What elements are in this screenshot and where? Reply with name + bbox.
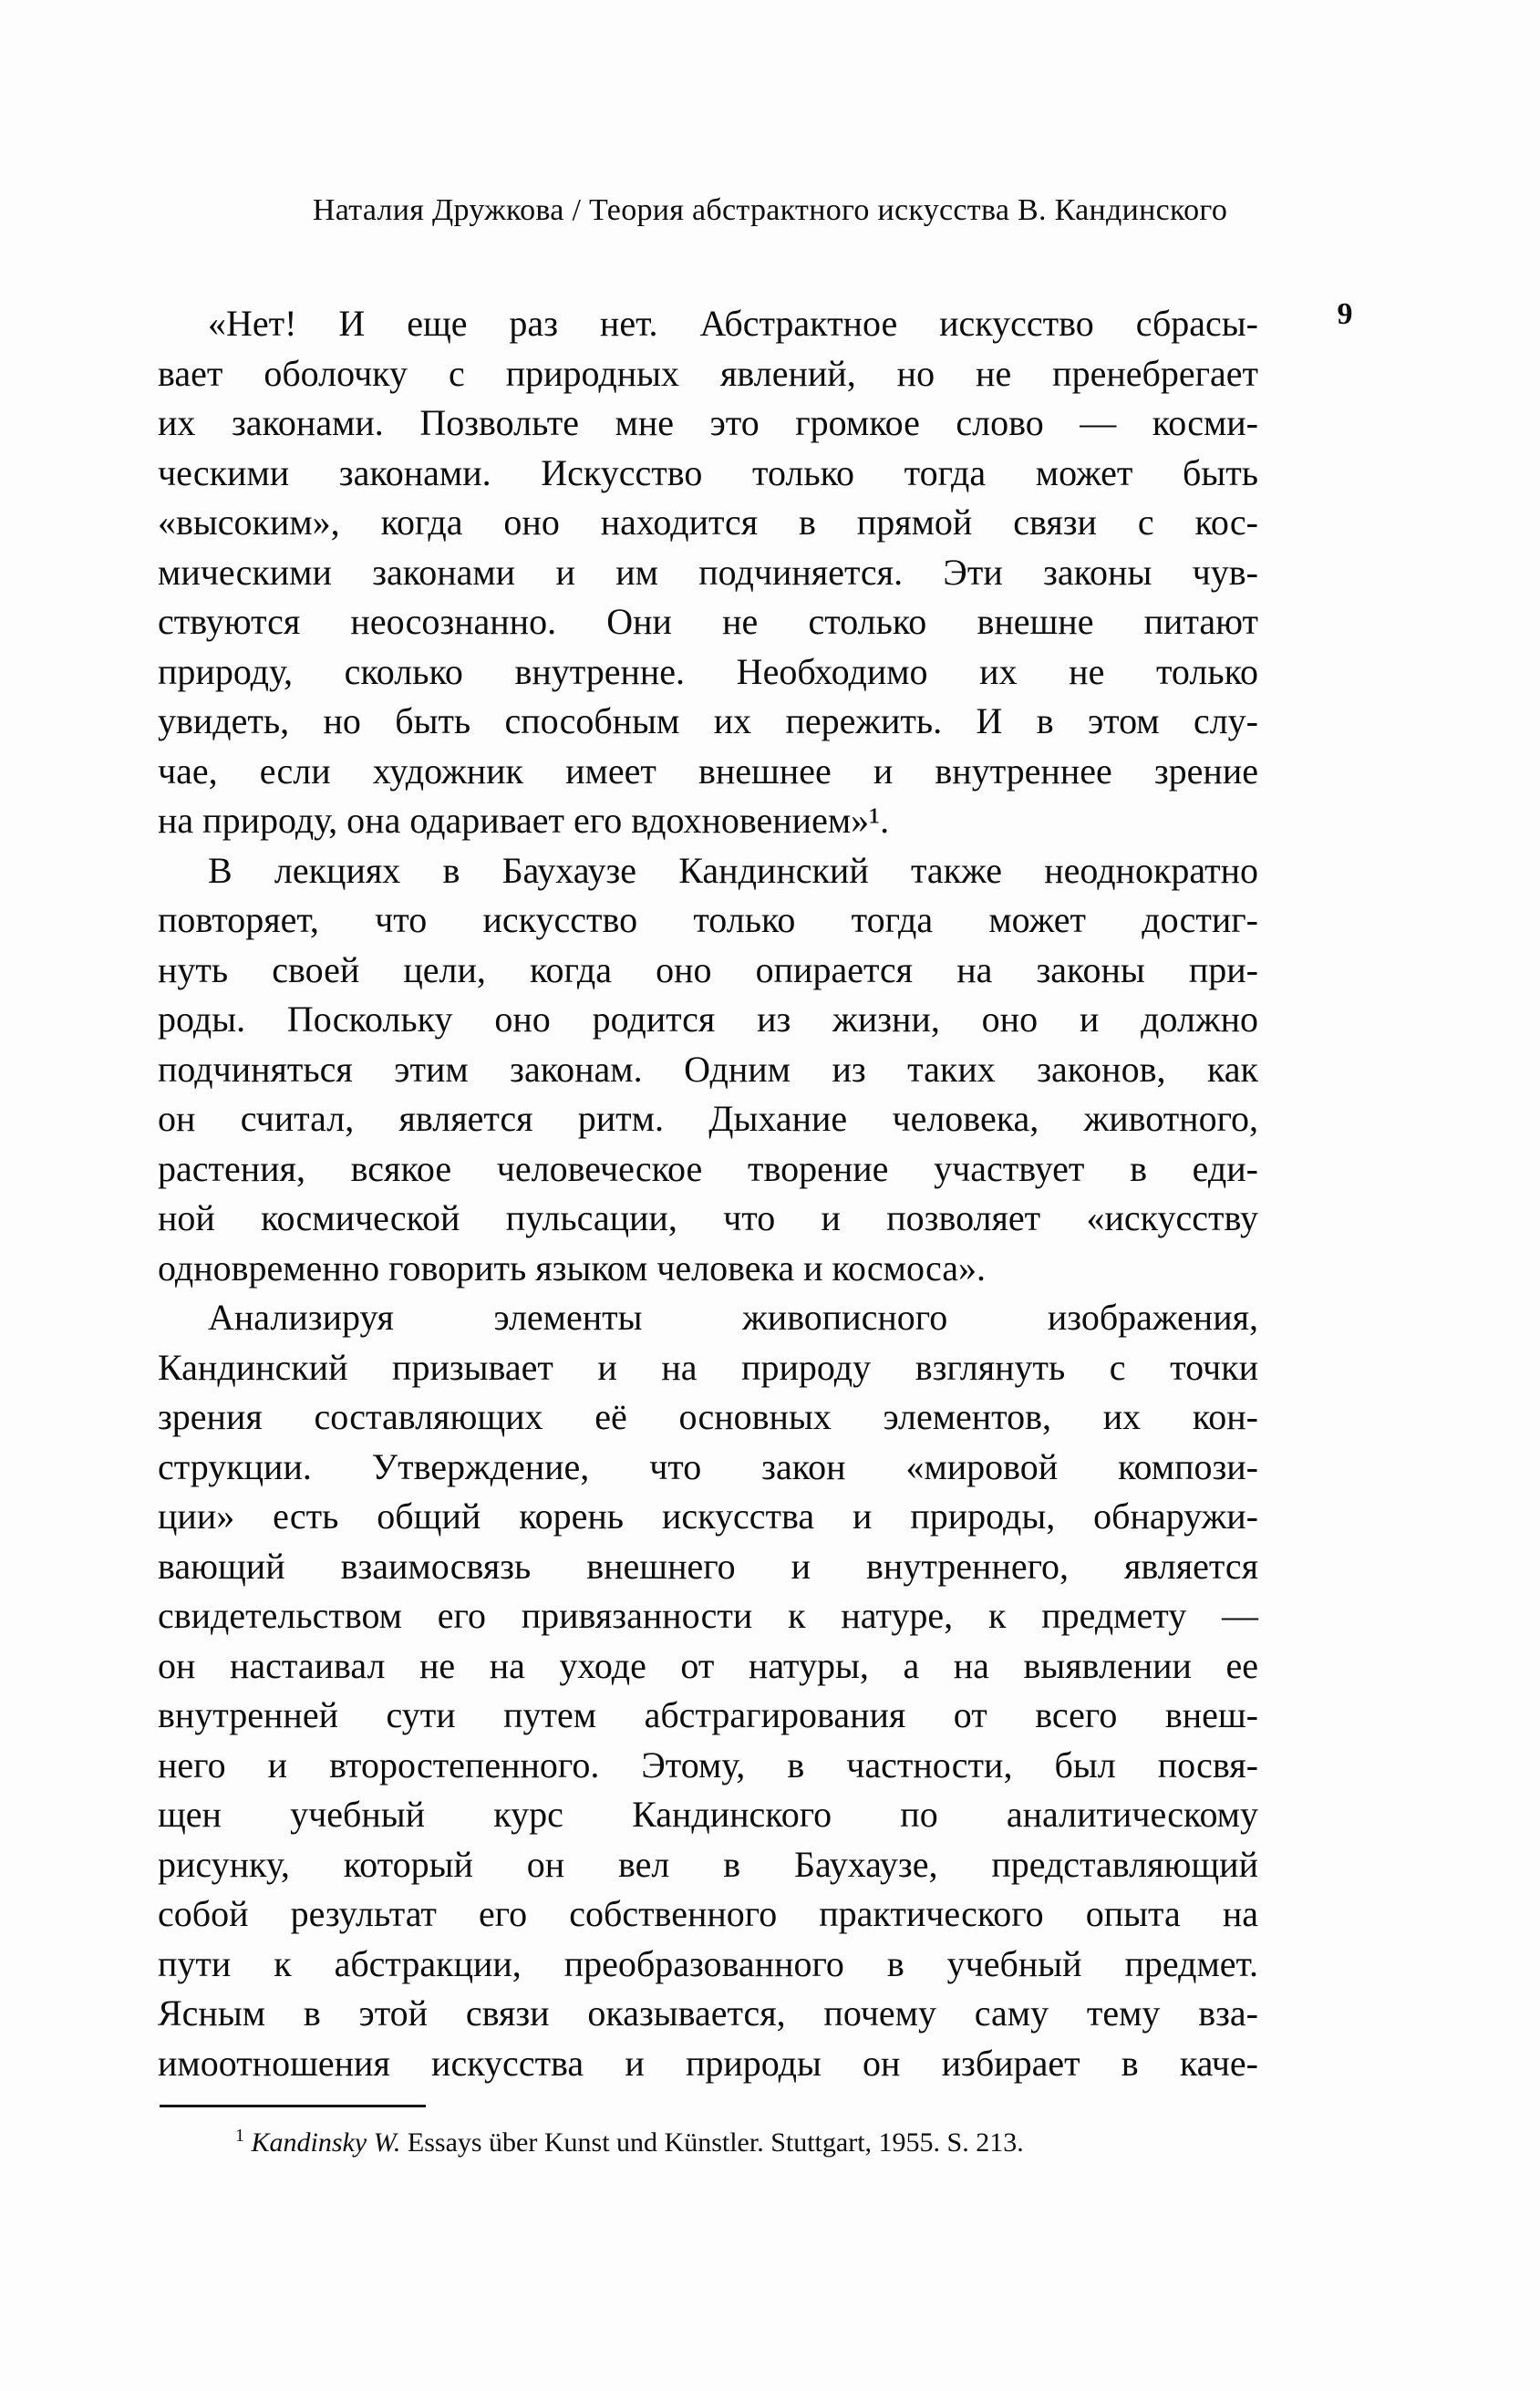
text-line: В лекциях в Баухаузе Кандинский также неоднократно (208, 849, 1258, 891)
paragraph (158, 846, 1258, 1294)
text-line: «Нет! И еще раз нет. Абстрактное искусство сбрасы- (208, 303, 1258, 344)
text-line: вающий взаимосвязь внешнего и внутреннего, является (158, 1545, 1258, 1587)
text-line: «высоким», когда оно находится в прямой связи с кос- (158, 502, 1258, 543)
page-number: 9 (1337, 297, 1353, 331)
text-line: вает оболочку с природных явлений, но не пренебрегает (158, 352, 1258, 394)
text-line: пути к абстракции, преобразованного в учебный предмет. (158, 1942, 1258, 1984)
text-line: растения, всякое человеческое творение участвует в еди- (158, 1147, 1258, 1189)
text-line: внутренней сути путем абстрагирования от всего внеш- (158, 1694, 1258, 1735)
text-line: рисунку, который он вел в Баухаузе, представляющий (158, 1843, 1258, 1885)
paragraph (158, 1293, 1258, 2088)
running-header: Наталия Дружкова / Теория абстрактного искусства В. Кандинского (312, 193, 1228, 227)
text-line: имоотношения искусства и природы он избирает в каче- (158, 2042, 1258, 2084)
text-line: ной космической пульсации, что и позволяет «искусству (158, 1197, 1258, 1238)
body-text (158, 299, 1258, 2088)
text-line: зрения составляющих её основных элементов, их кон- (158, 1396, 1258, 1437)
text-line: струкции. Утверждение, что закон «мировой компози- (158, 1445, 1258, 1487)
text-line: ческими законами. Искусство только тогда может быть (158, 451, 1258, 493)
footnote (158, 2125, 1258, 2161)
text-line: мическими законами и им подчиняется. Эти законы чув- (158, 551, 1258, 593)
text-line: увидеть, но быть способным их пережить. И в этом слу- (158, 700, 1258, 741)
text-line: повторяет, что искусство только тогда может достиг- (158, 899, 1258, 940)
text-line: Кандинский призывает и на природу взглянуть с точки (158, 1346, 1258, 1388)
text-line: Ясным в этой связи оказывается, почему саму тему вза- (158, 1992, 1258, 2034)
footnote-marker: 1 (235, 2126, 244, 2146)
text-line: чае, если художник имеет внешнее и внутреннее зрение (158, 750, 1258, 792)
text-line: на природу, она одаривает его вдохновением»¹. (158, 800, 890, 841)
text-line: природу, сколько внутренне. Необходимо их не только (158, 650, 1258, 692)
text-line: собой результат его собственного практического опыта на (158, 1893, 1258, 1934)
text-line: он считал, является ритм. Дыхание человека, животного, (158, 1098, 1258, 1139)
text-line: щен учебный курс Кандинского по аналитическому (158, 1794, 1258, 1835)
text-line: их законами. Позвольте мне это громкое слово — косми- (158, 402, 1258, 443)
paragraph (158, 299, 1258, 846)
text-line: ствуются неосознанно. Они не столько внешне питают (158, 601, 1258, 642)
footnote-separator (160, 2105, 426, 2107)
text-line: подчиняться этим законам. Одним из таких законов, как (158, 1048, 1258, 1090)
text-line: него и второстепенного. Этому, в частности, был посвя- (158, 1744, 1258, 1785)
footnote-text: Essays über Kunst und Künstler. Stuttgart, 1955. S. 213. (407, 2127, 1024, 2158)
text-line: одновременно говорить языком человека и космоса». (158, 1247, 986, 1289)
text-line: свидетельством его привязанности к натуре, к предмету — (158, 1595, 1258, 1636)
text-line: он настаивал не на уходе от натуры, а на выявлении ее (158, 1644, 1258, 1686)
footnote-author: Kandinsky W. (251, 2127, 401, 2158)
text-line: Анализируя элементы живописного изображения, (208, 1297, 1258, 1338)
text-line: ции» есть общий корень искусства и природы, обнаружи- (158, 1496, 1258, 1537)
text-line: нуть своей цели, когда оно опирается на законы при- (158, 948, 1258, 990)
text-line: роды. Поскольку оно родится из жизни, оно и должно (158, 999, 1258, 1040)
